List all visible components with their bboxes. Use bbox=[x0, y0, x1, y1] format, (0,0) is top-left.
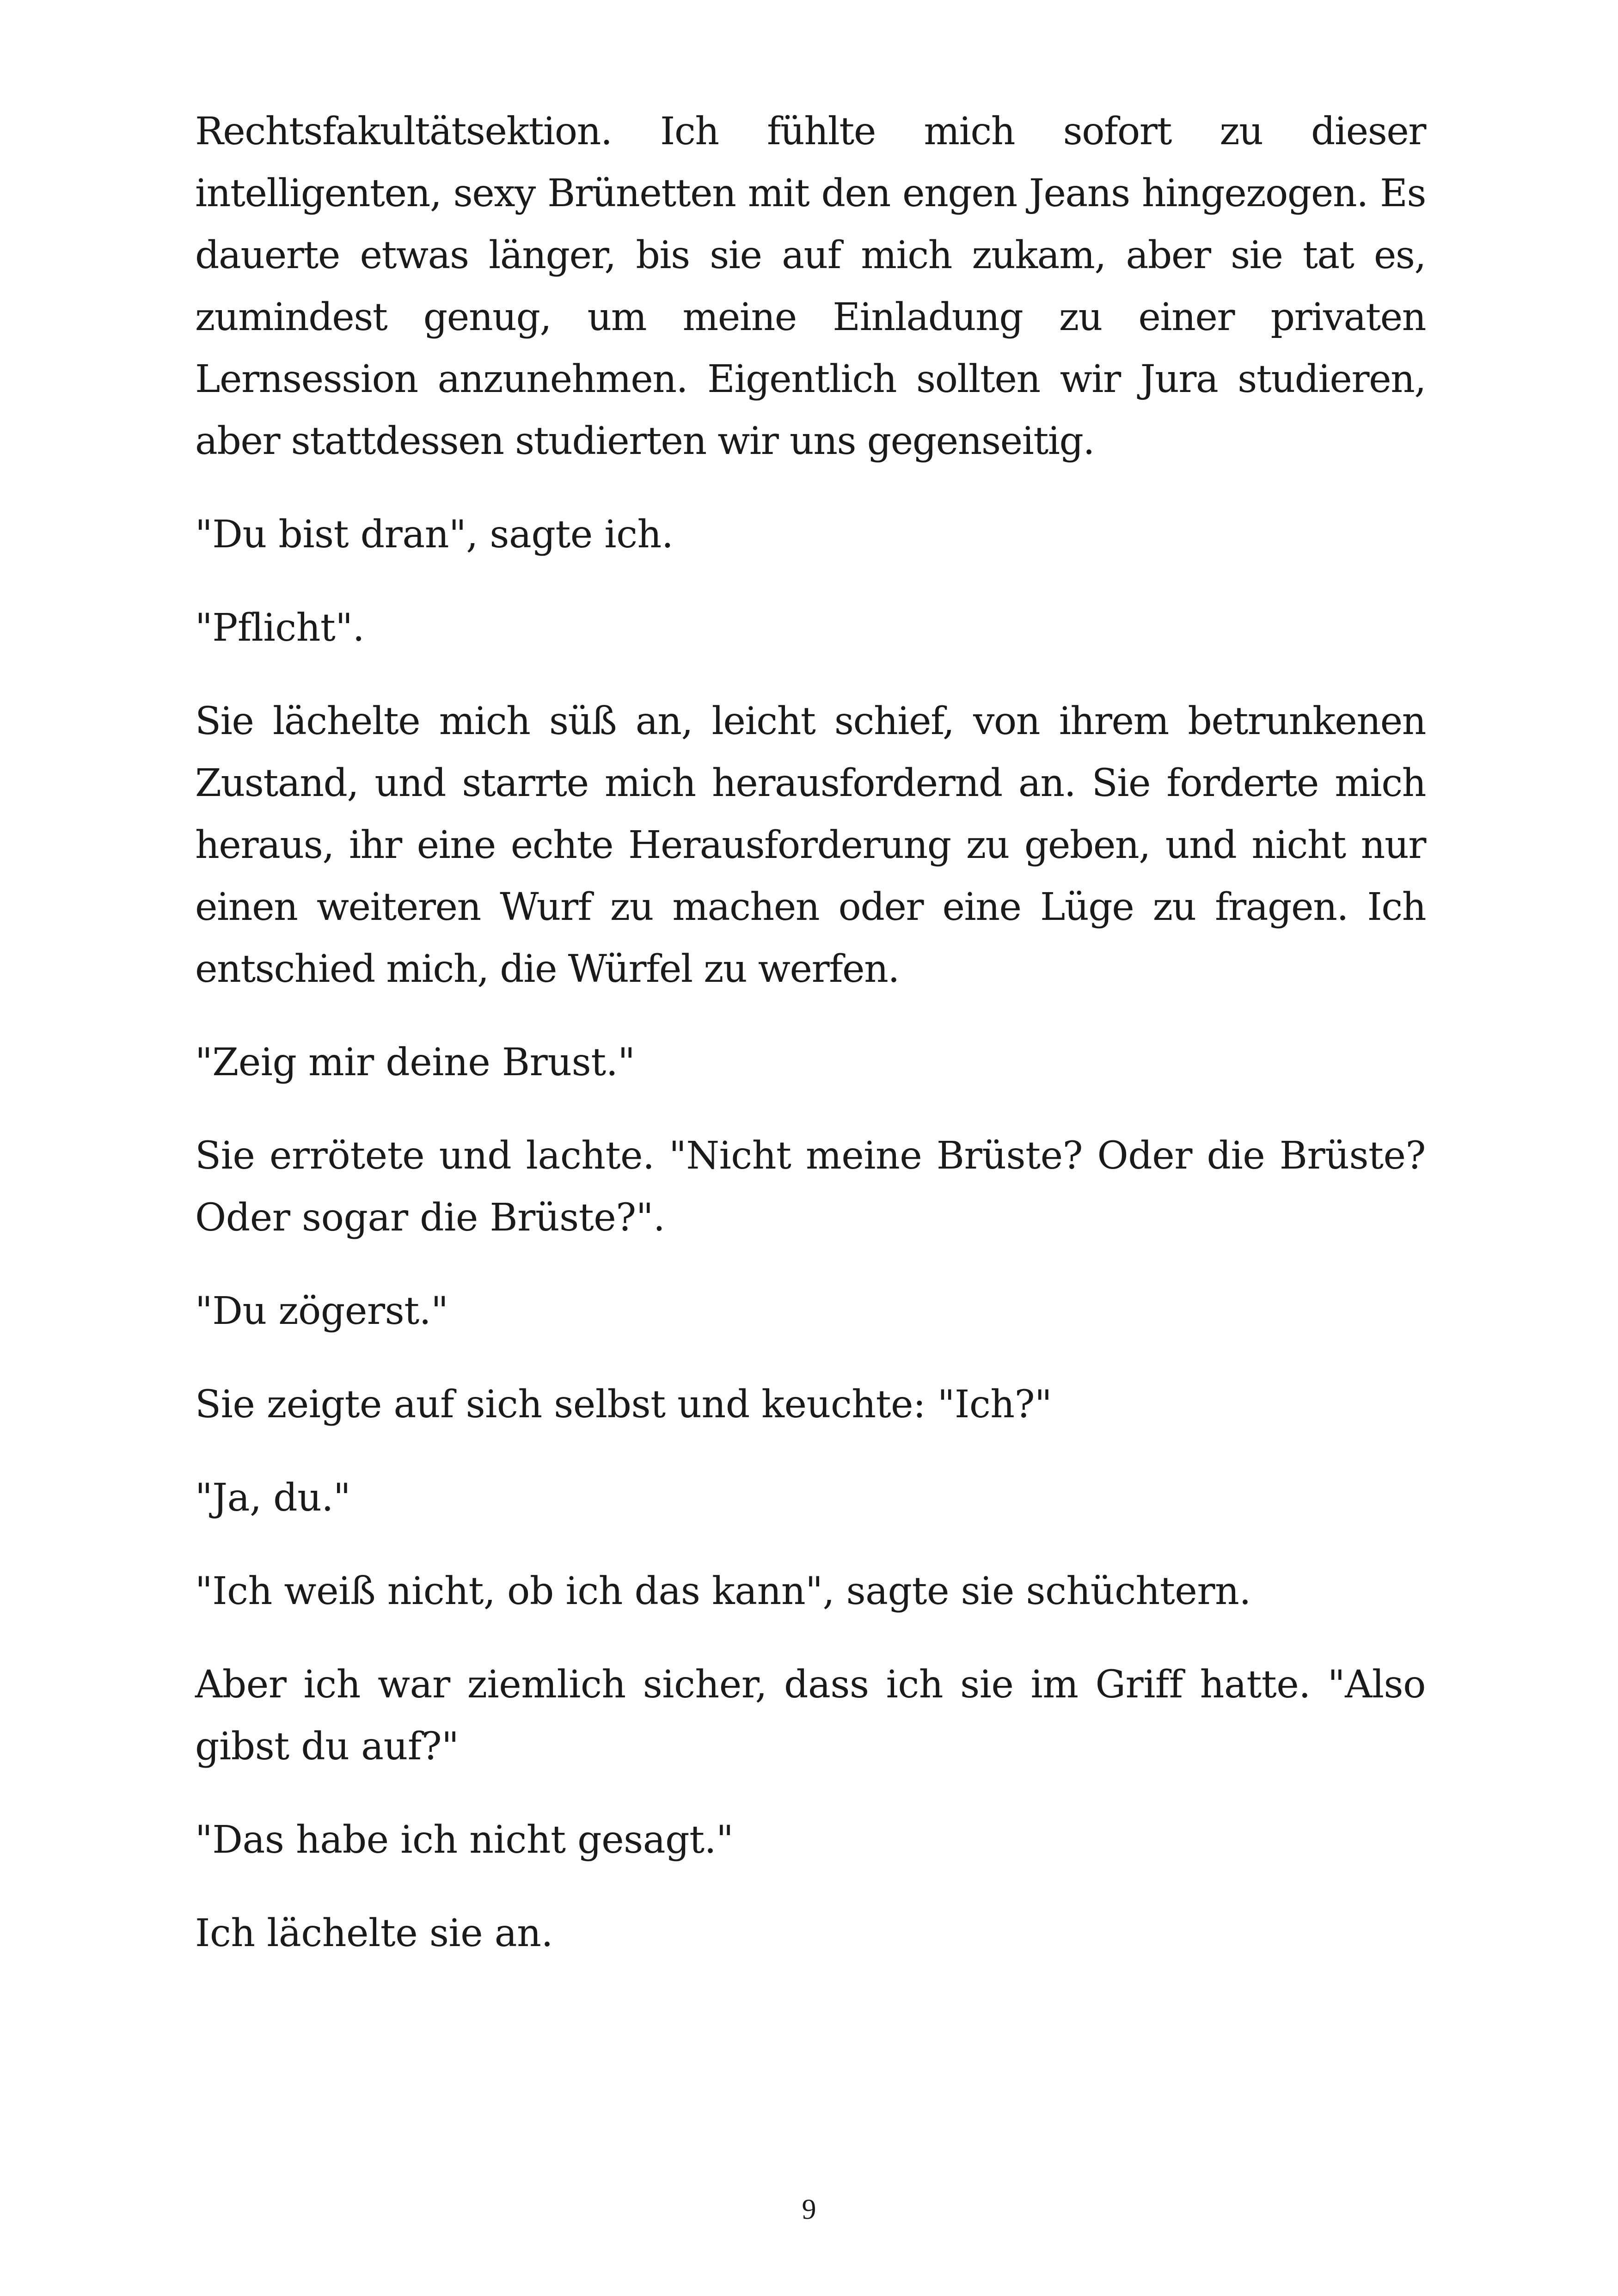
paragraph-4: Sie lächelte mich süß an, leicht schief, von ihrem betrunkenen Zustand, und starrte mich herausfordernd an. Sie forderte mich heraus, ihr eine echte Herausforderung zu geben, und nicht nur einen weiteren Wurf zu machen oder eine Lüge zu fragen. Ich entschied mich, die Würfel zu werfen. bbox=[195, 699, 1426, 991]
paragraph-1: Rechtsfakultätsektion. Ich fühlte mich sofort zu dieser intelligenten, sexy Brünetten mit den engen Jeans hingezogen. Es dauerte etwas länger, bis sie auf mich zukam, aber sie tat es, zumindest genug, um meine Einladung zu einer privaten Lernsession anzunehmen. Eigentlich sollten wir Jura studieren, aber stattdessen studierten wir uns gegenseitig. bbox=[195, 110, 1426, 463]
paragraph-11: Aber ich war ziemlich sicher, dass ich sie im Griff hatte. "Also gibst du auf?" bbox=[195, 1663, 1426, 1769]
paragraph-6: Sie errötete und lachte. "Nicht meine Brüste? Oder die Brüste? Oder sogar die Brüste?". bbox=[195, 1134, 1426, 1240]
paragraph-5: "Zeig mir deine Brust." bbox=[195, 1041, 635, 1084]
paragraph-2: "Du bist dran", sagte ich. bbox=[195, 513, 674, 557]
page-number: 9 bbox=[802, 2194, 816, 2225]
paragraph-13: Ich lächelte sie an. bbox=[195, 1911, 553, 1955]
paragraph-10: "Ich weiß nicht, ob ich das kann", sagte sie schüchtern. bbox=[195, 1569, 1251, 1613]
paragraph-7: "Du zögerst." bbox=[195, 1289, 448, 1333]
body-text bbox=[195, 101, 1426, 1996]
paragraph-3: "Pflicht". bbox=[195, 606, 365, 650]
paragraph-9: "Ja, du." bbox=[195, 1476, 351, 1520]
paragraph-8: Sie zeigte auf sich selbst und keuchte: "Ich?" bbox=[195, 1383, 1052, 1427]
paragraph-12: "Das habe ich nicht gesagt." bbox=[195, 1818, 734, 1862]
